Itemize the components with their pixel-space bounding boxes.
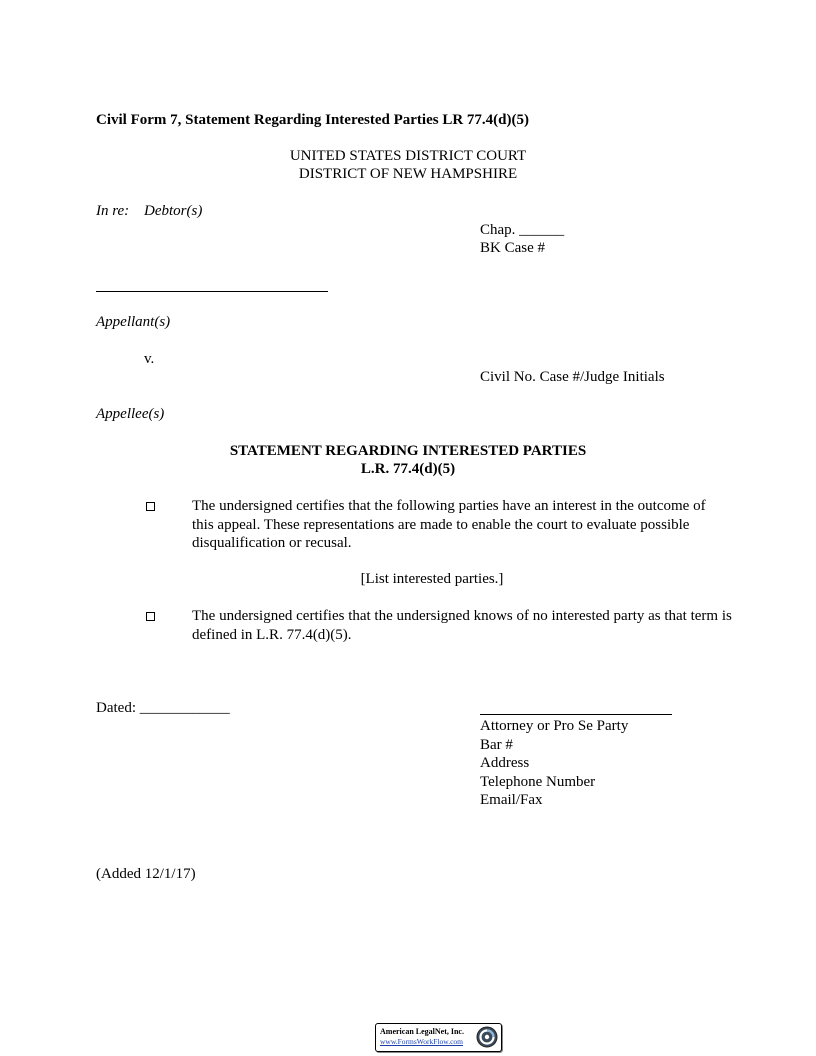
- debtor-name-line[interactable]: [96, 291, 328, 292]
- signature-line[interactable]: [480, 714, 672, 715]
- signer-party: Attorney or Pro Se Party: [480, 718, 629, 734]
- legalnet-logo[interactable]: [375, 1023, 502, 1052]
- interested-parties-list[interactable]: [List interested parties.]: [360, 571, 504, 587]
- signer-bar-number: Bar #: [480, 737, 513, 753]
- in-re-label: In re:: [96, 203, 130, 219]
- logo-url[interactable]: www.FormsWorkFlow.com: [380, 1037, 464, 1046]
- appellant-label: Appellant(s): [96, 314, 171, 330]
- statement-subtitle: L.R. 77.4(d)(5): [360, 461, 456, 477]
- globe-icon: [476, 1026, 498, 1048]
- signer-address: Address: [480, 755, 530, 771]
- civil-number-field[interactable]: Civil No. Case #/Judge Initials: [480, 369, 665, 385]
- debtor-label: Debtor(s): [144, 203, 203, 219]
- dated-field[interactable]: Dated: ____________: [96, 700, 230, 716]
- option1-checkbox[interactable]: [146, 502, 155, 511]
- option2-checkbox[interactable]: [146, 612, 155, 621]
- appellee-label: Appellee(s): [96, 406, 165, 422]
- form-header: Civil Form 7, Statement Regarding Interested Parties LR 77.4(d)(5): [96, 112, 529, 128]
- option2-text: The undersigned certifies that the undersigned knows of no interested party as that term is defined in L.R. 77.4(d)(5).: [192, 608, 732, 643]
- logo-company: American LegalNet, Inc.: [380, 1027, 464, 1036]
- court-name: UNITED STATES DISTRICT COURT: [289, 148, 527, 164]
- statement-title: STATEMENT REGARDING INTERESTED PARTIES: [229, 443, 587, 459]
- court-district: DISTRICT OF NEW HAMPSHIRE: [298, 166, 518, 182]
- added-date: (Added 12/1/17): [96, 866, 196, 882]
- chapter-field[interactable]: Chap. ______: [480, 222, 565, 238]
- versus-label: v.: [144, 351, 155, 367]
- option1-text: The undersigned certifies that the following parties have an interest in the outcome of this appeal. These representations are made to enable the court to evaluate possible disqualification or recusal.: [192, 498, 706, 551]
- signer-phone: Telephone Number: [480, 774, 596, 790]
- signer-email-fax: Email/Fax: [480, 792, 543, 808]
- bk-case-field[interactable]: BK Case #: [480, 240, 545, 256]
